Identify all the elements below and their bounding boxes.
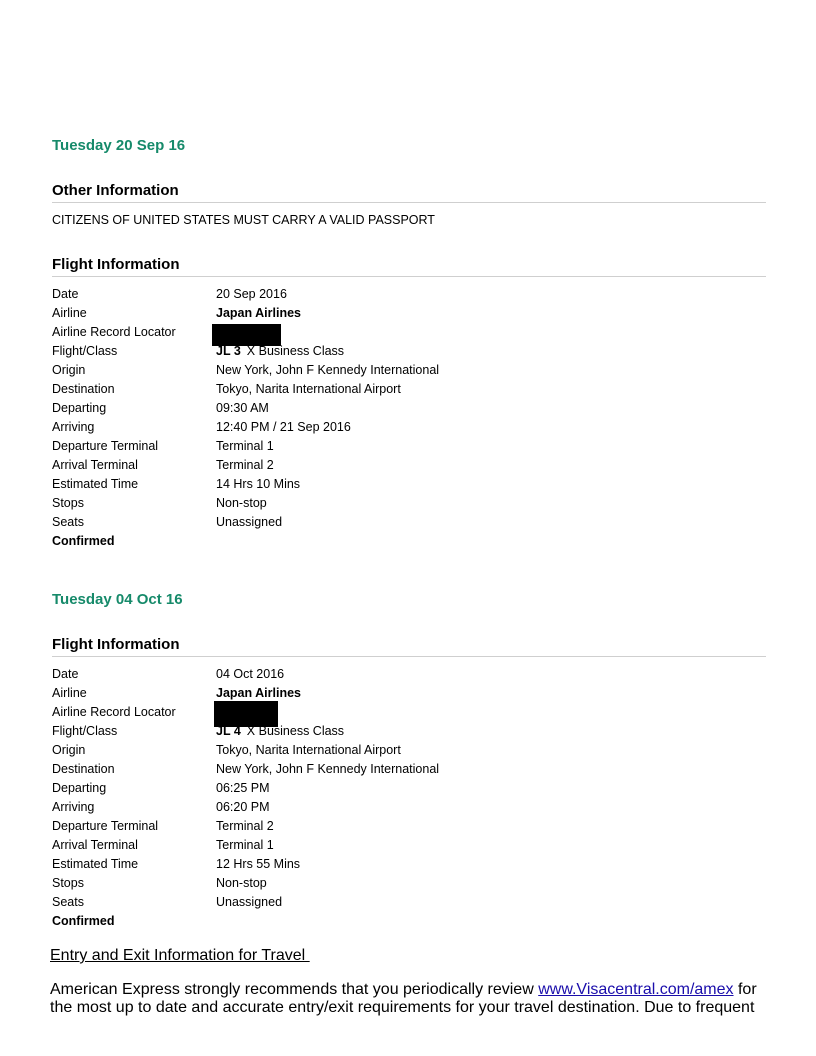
flight-number: JL 4 [216,724,241,738]
flight-class-value [216,342,344,361]
table-row [52,342,766,361]
date-value: 04 Oct 2016 [216,667,285,681]
segment-1-date-heading: Tuesday 20 Sep 16 [52,137,186,154]
segment-2-flight-information-title: Flight Information [52,636,180,653]
estimated-time-value: 14 Hrs 10 Mins [216,477,301,491]
table-row [52,494,766,513]
entry-exit-paragraph [50,981,766,1017]
arriving-label: Arriving [52,800,95,814]
destination-label: Destination [52,762,115,776]
seats-label: Seats [52,895,84,909]
seats-value: Unassigned [216,895,283,909]
table-row [52,418,766,437]
table-row [52,893,766,912]
record-locator-label: Airline Record Locator [52,325,176,339]
table-row [52,874,766,893]
arrival-terminal-label: Arrival Terminal [52,838,138,852]
booking-status: Confirmed [52,534,115,548]
segment-2-date-heading: Tuesday 04 Oct 16 [52,591,183,608]
departing-value: 06:25 PM [216,781,270,795]
segment-2-flight-details [52,665,766,931]
entry-exit-heading[interactable]: Entry and Exit Information for Travel [50,947,310,964]
airline-value: Japan Airlines [216,306,301,320]
table-row [52,703,766,722]
origin-label: Origin [52,363,86,377]
departing-value: 09:30 AM [216,401,269,415]
stops-value: Non-stop [216,496,267,510]
segment-1-flight-information-title: Flight Information [52,256,180,273]
table-row [52,304,766,323]
seats-label: Seats [52,515,84,529]
arriving-label: Arriving [52,420,95,434]
departing-label: Departing [52,401,107,415]
date-label: Date [52,667,79,681]
entry-exit-text-end: for the most up to date and accurate entry/exit requirements for your travel destination. Due to frequent [50,981,757,1016]
table-row [52,399,766,418]
segment-1-flight-details [52,285,766,551]
airline-value: Japan Airlines [216,686,301,700]
table-row [52,836,766,855]
estimated-time-label: Estimated Time [52,857,139,871]
arrival-terminal-value: Terminal 2 [216,458,274,472]
flight-class-label: Flight/Class [52,724,118,738]
departing-label: Departing [52,781,107,795]
table-row [52,684,766,703]
airline-label: Airline [52,306,87,320]
airline-label: Airline [52,686,87,700]
arrival-terminal-value: Terminal 1 [216,838,274,852]
table-row [52,779,766,798]
record-locator-label: Airline Record Locator [52,705,176,719]
table-row [52,798,766,817]
table-row [52,361,766,380]
table-row [52,817,766,836]
arriving-value: 12:40 PM / 21 Sep 2016 [216,420,351,434]
flight-number: JL 3 [216,344,241,358]
departure-terminal-label: Departure Terminal [52,439,159,453]
table-row [52,532,766,551]
departure-terminal-value: Terminal 1 [216,439,274,453]
seats-value: Unassigned [216,515,283,529]
other-information-title: Other Information [52,182,179,199]
table-row [52,323,766,342]
section-divider [52,276,766,277]
table-row [52,760,766,779]
table-row [52,475,766,494]
passport-notice: CITIZENS OF UNITED STATES MUST CARRY A VALID PASSPORT [52,213,435,227]
arriving-value: 06:20 PM [216,800,270,814]
departure-terminal-value: Terminal 2 [216,819,274,833]
origin-value: Tokyo, Narita International Airport [216,743,401,757]
booking-status: Confirmed [52,914,115,928]
estimated-time-label: Estimated Time [52,477,139,491]
cabin-class: X Business Class [246,724,345,738]
table-row [52,513,766,532]
table-row [52,456,766,475]
origin-label: Origin [52,743,86,757]
flight-class-value [216,722,344,741]
cabin-class: X Business Class [246,344,345,358]
table-row [52,741,766,760]
entry-exit-text-start: American Express strongly recommends that you periodically review [50,981,539,998]
arrival-terminal-label: Arrival Terminal [52,458,138,472]
departure-terminal-label: Departure Terminal [52,819,159,833]
destination-value: Tokyo, Narita International Airport [216,382,401,396]
table-row [52,912,766,931]
table-row [52,665,766,684]
origin-value: New York, John F Kennedy International [216,363,440,377]
visacentral-link[interactable]: www.Visacentral.com/amex [538,981,734,998]
estimated-time-value: 12 Hrs 55 Mins [216,857,301,871]
stops-label: Stops [52,876,84,890]
destination-value: New York, John F Kennedy International [216,762,440,776]
table-row [52,437,766,456]
table-row [52,380,766,399]
section-divider [52,202,766,203]
flight-class-label: Flight/Class [52,344,118,358]
date-value: 20 Sep 2016 [216,287,287,301]
table-row [52,855,766,874]
stops-value: Non-stop [216,876,267,890]
destination-label: Destination [52,382,115,396]
table-row [52,722,766,741]
date-label: Date [52,287,79,301]
section-divider [52,656,766,657]
stops-label: Stops [52,496,84,510]
table-row [52,285,766,304]
